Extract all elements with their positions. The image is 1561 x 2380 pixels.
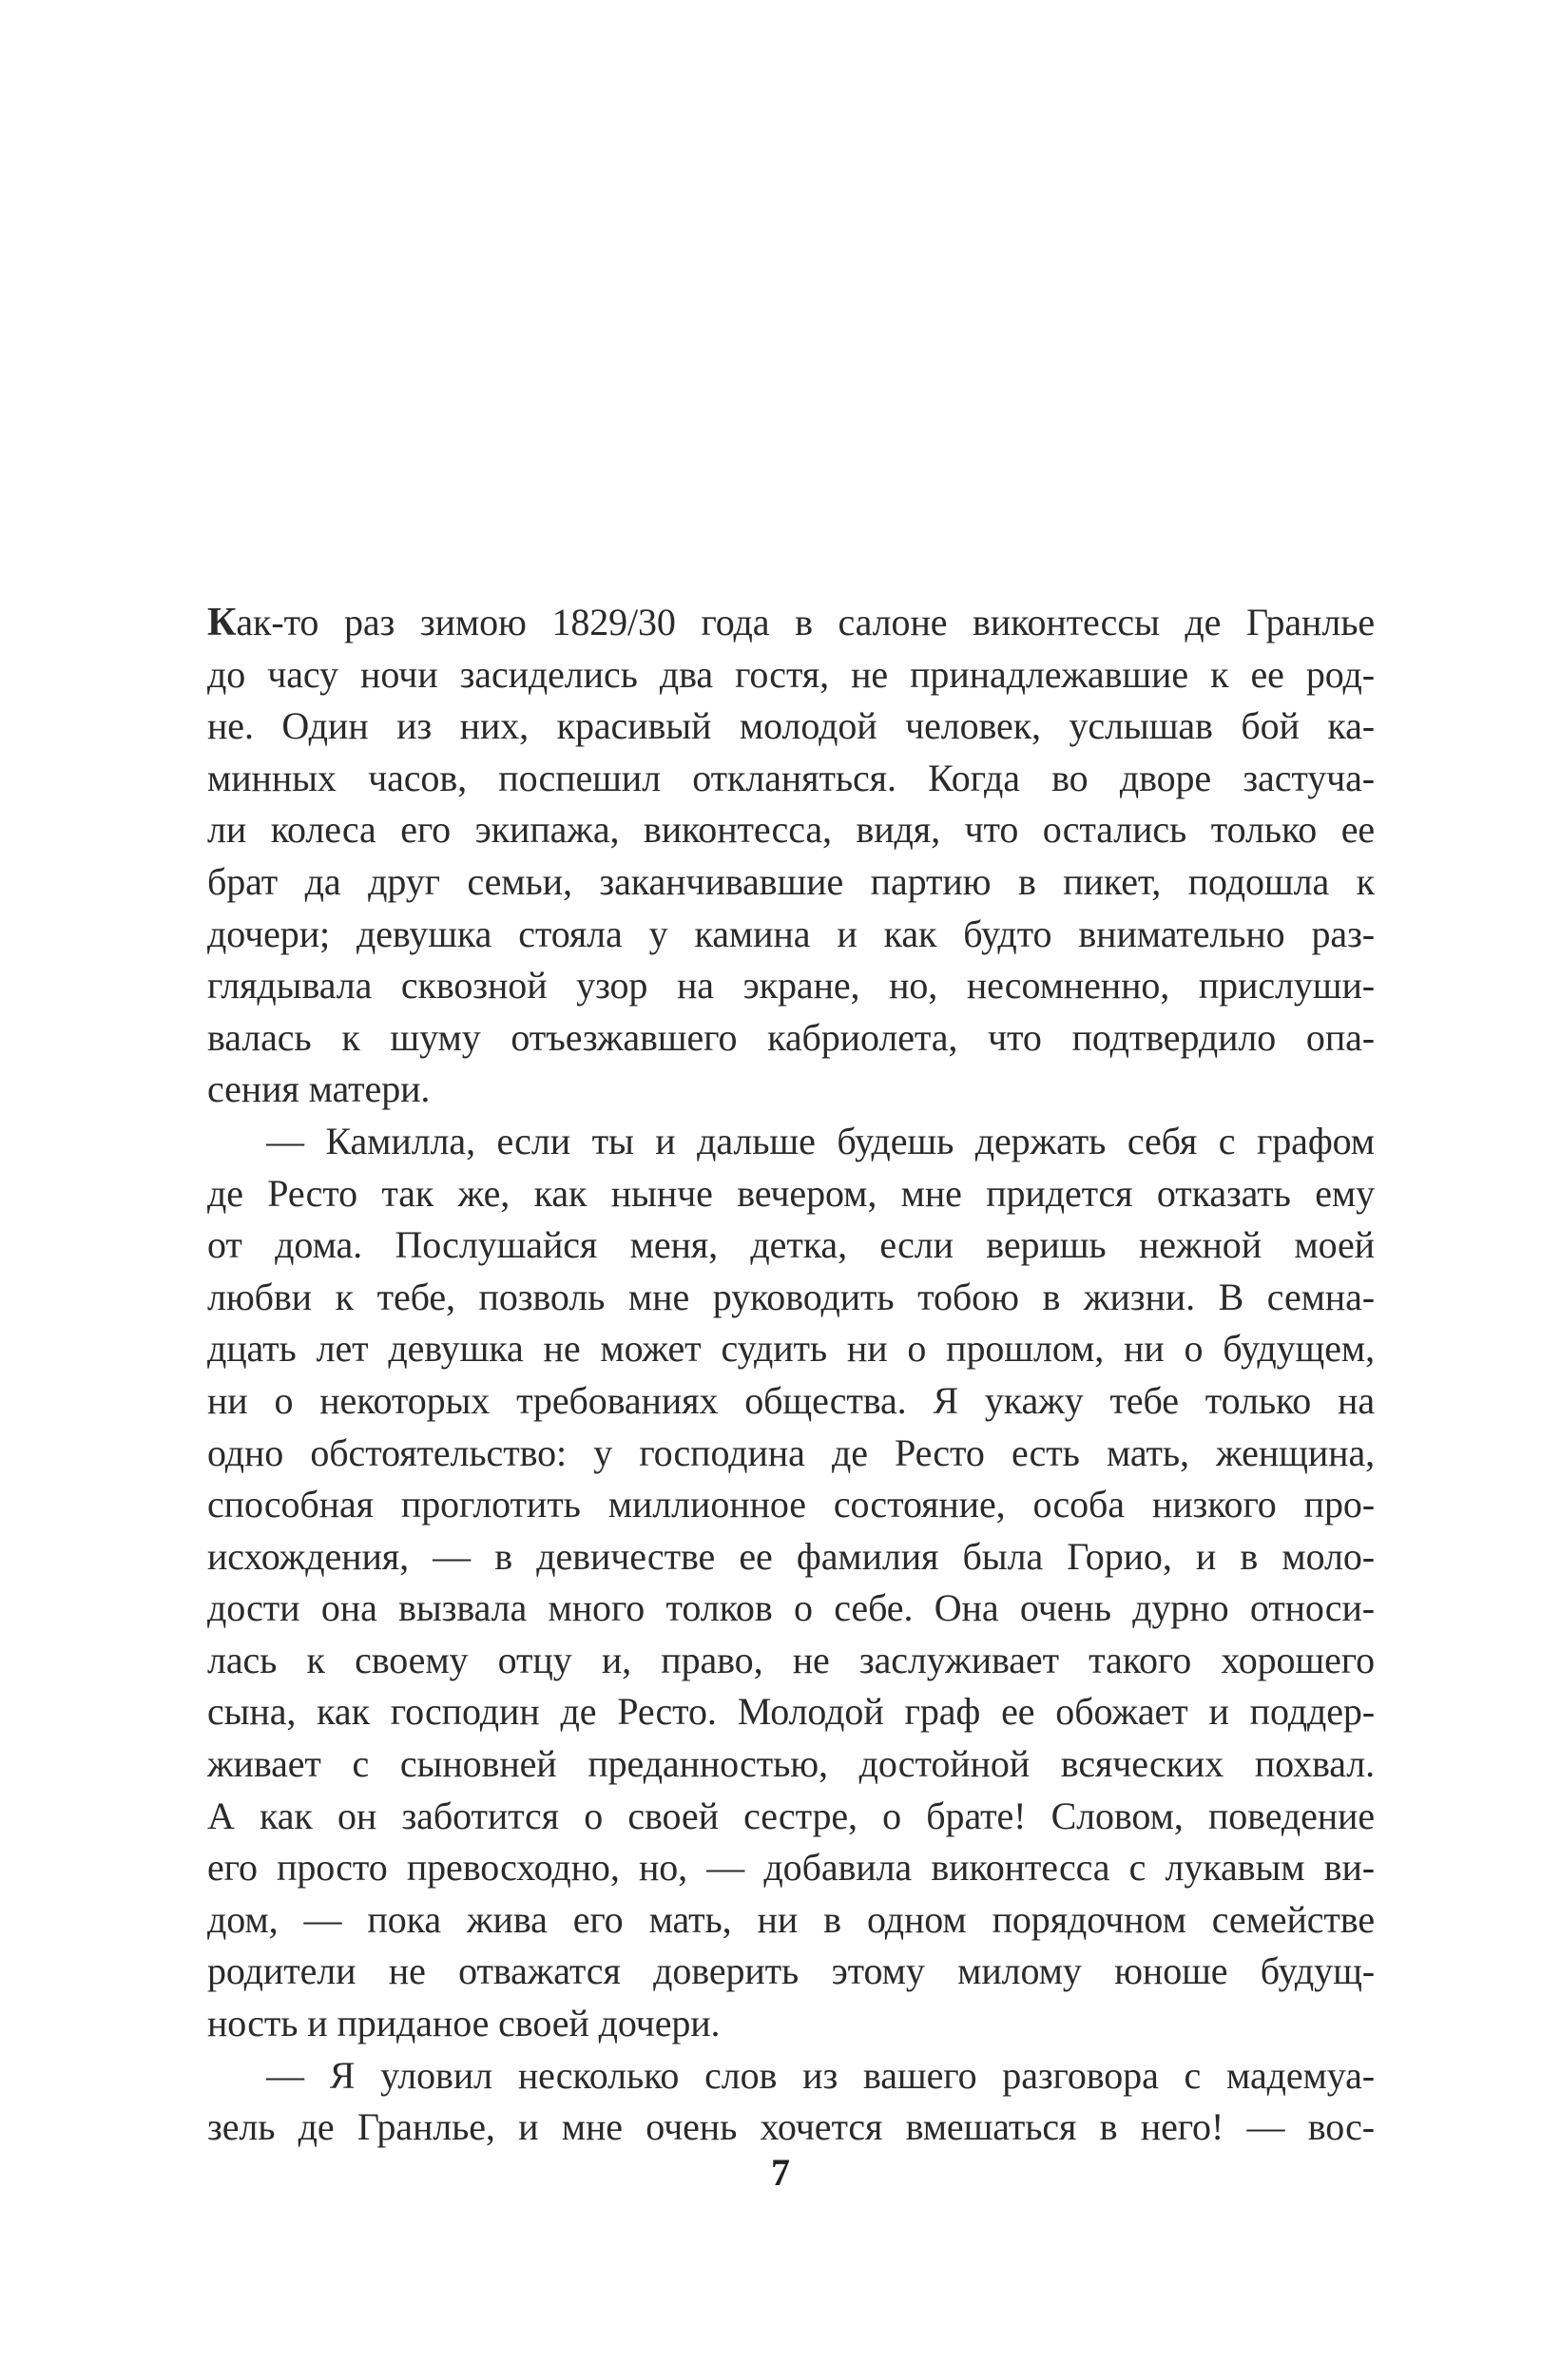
text-line bbox=[207, 1998, 1375, 2050]
text-line bbox=[207, 1272, 1375, 1324]
text-line-content: дочери; девушка стояла у камина и как будто внимательно раз- bbox=[207, 912, 1375, 955]
text-line bbox=[207, 1946, 1375, 1998]
text-line-content: одно обстоятельство: у господина де Ресто есть мать, женщина, bbox=[207, 1430, 1375, 1474]
text-line-content: исхождения, — в девичестве ее фамилия была Горио, и в моло- bbox=[207, 1534, 1375, 1578]
text-line-content: родители не отважатся доверить этому милому юноше будущ- bbox=[207, 1949, 1375, 1993]
text-line bbox=[207, 1116, 1375, 1168]
text-line bbox=[207, 1375, 1375, 1428]
text-line bbox=[207, 1686, 1375, 1738]
text-line bbox=[207, 597, 1375, 649]
text-line bbox=[207, 1168, 1375, 1220]
text-line-content: — Я уловил несколько слов из вашего разговора с мадемуа- bbox=[266, 2053, 1375, 2097]
text-line bbox=[207, 1583, 1375, 1635]
text-line-content: до часу ночи засиделись два гостя, не принадлежавшие к ее род- bbox=[207, 652, 1375, 696]
text-line bbox=[207, 960, 1375, 1012]
text-line bbox=[207, 804, 1375, 856]
text-line-content: дом, — пока жива его мать, ни в одном порядочном семействе bbox=[207, 1897, 1375, 1941]
text-line bbox=[207, 1012, 1375, 1065]
text-line bbox=[207, 2102, 1375, 2154]
text-line-content: де Ресто так же, как нынче вечером, мне придется отказать ему bbox=[207, 1171, 1375, 1215]
text-line bbox=[207, 753, 1375, 805]
text-line-content: живает с сыновней преданностью, достойной всяческих похвал. bbox=[207, 1742, 1375, 1786]
text-line bbox=[207, 1738, 1375, 1791]
text-line-content: ни о некоторых требованиях общества. Я укажу тебе только на bbox=[207, 1378, 1375, 1422]
text-line bbox=[207, 1428, 1375, 1480]
text-line-content: лась к своему отцу и, право, не заслуживает такого хорошего bbox=[207, 1638, 1375, 1681]
text-line bbox=[207, 1842, 1375, 1894]
text-line-content: глядывала сквозной узор на экране, но, несомненно, прислуши- bbox=[207, 964, 1375, 1008]
text-line bbox=[207, 701, 1375, 753]
text-line-content: ли колеса его экипажа, виконтесса, видя, что остались только ее bbox=[207, 808, 1375, 852]
text-line bbox=[207, 1531, 1375, 1583]
text-line bbox=[207, 2050, 1375, 2102]
text-line-content: сына, как господин де Ресто. Молодой граф ее обожает и поддер- bbox=[207, 1690, 1375, 1734]
text-line-content: любви к тебе, позволь мне руководить тобою в жизни. В семна- bbox=[207, 1275, 1375, 1318]
text-line-content: дцать лет девушка не может судить ни о прошлом, ни о будущем, bbox=[207, 1327, 1375, 1371]
body-text bbox=[207, 597, 1375, 2154]
text-line bbox=[207, 1323, 1375, 1375]
text-line-content: минных часов, поспешил откланяться. Когда во дворе застуча- bbox=[207, 756, 1375, 799]
text-line-content: валась к шуму отъезжавшего кабриолета, что подтвердило опа- bbox=[207, 1015, 1375, 1059]
text-line bbox=[207, 1894, 1375, 1947]
text-line-content: не. Один из них, красивый молодой человек, услышав бой ка- bbox=[207, 704, 1375, 748]
text-line-content: сения матери. bbox=[207, 1067, 431, 1111]
text-line-content: А как он заботится о своей сестре, о брате! Словом, поведение bbox=[207, 1794, 1375, 1837]
text-line bbox=[207, 1479, 1375, 1531]
text-line bbox=[207, 856, 1375, 909]
text-line-content: дости она вызвала много толков о себе. Она очень дурно относи- bbox=[207, 1586, 1375, 1630]
text-line-content: от дома. Послушайся меня, детка, если веришь нежной моей bbox=[207, 1223, 1375, 1267]
text-line-content: ак-то раз зимою 1829/30 года в салоне виконтессы де Гранлье bbox=[236, 601, 1375, 643]
text-line bbox=[207, 1219, 1375, 1272]
text-line bbox=[207, 1635, 1375, 1687]
text-line-content: зель де Гранлье, и мне очень хочется вмешаться в него! — вос- bbox=[207, 2105, 1375, 2149]
text-line bbox=[207, 649, 1375, 701]
text-line-content: его просто превосходно, но, — добавила виконтесса с лукавым ви- bbox=[207, 1846, 1375, 1890]
text-line-content: брат да друг семьи, заканчивавшие партию в пикет, подошла к bbox=[207, 859, 1375, 903]
text-line-content: способная проглотить миллионное состояние, особа низкого про- bbox=[207, 1483, 1375, 1526]
page-number: 7 bbox=[771, 2151, 790, 2194]
text-line-content: — Камилла, если ты и дальше будешь держать себя с графом bbox=[266, 1119, 1375, 1162]
text-line bbox=[207, 909, 1375, 961]
text-line-content: ность и приданое своей дочери. bbox=[207, 2002, 721, 2045]
text-line bbox=[207, 1064, 1375, 1116]
text-line bbox=[207, 1791, 1375, 1843]
initial-letter: К bbox=[207, 601, 237, 644]
